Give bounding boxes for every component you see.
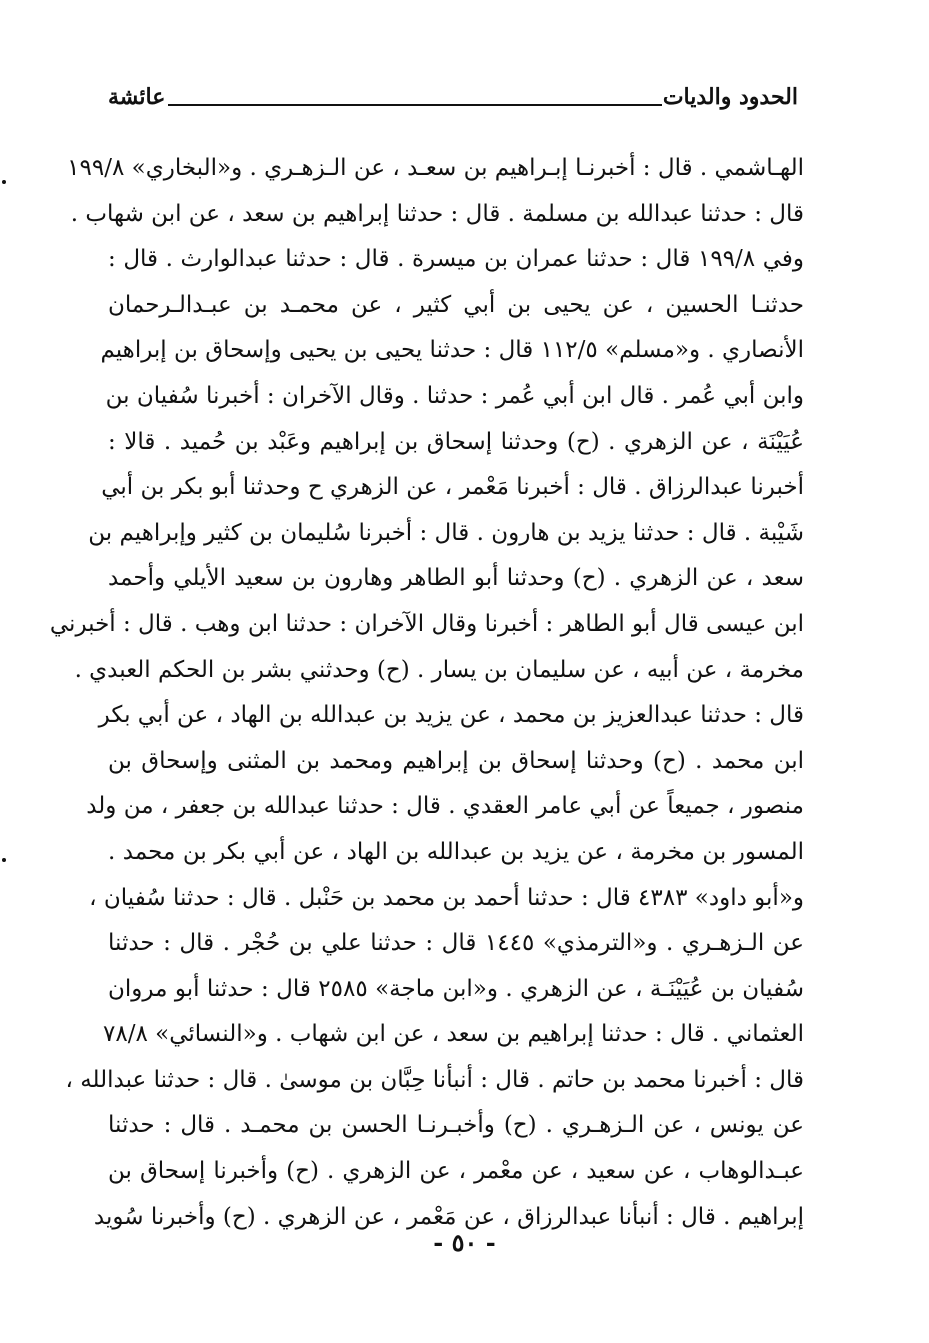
text-line: عُيَيْنَة ، عن الزهري . (ح) وحدثنا إسحاق بن إبراهيم وعَبْد بن حُميد . قالا :: [108, 428, 804, 455]
chapter-title: عائشة: [108, 84, 166, 110]
text-line: الأنصاري . و«مسلم» ١١٢/٥ قال : حدثنا يحيى بن يحيى وإسحاق بن إبراهيم: [100, 337, 804, 364]
text-line: وفي ١٩٩/٨ قال : حدثنا عمران بن ميسرة . قال : حدثنا عبدالوارث . قال :: [108, 246, 804, 273]
text-line: قال : حدثنا عبدالعزيز بن محمد ، عن يزيد بن عبدالله بن الهاد ، عن أبي بكر: [98, 702, 804, 729]
text-line: سعد ، عن الزهري . (ح) وحدثنا أبو الطاهر وهارون بن سعيد الأيلي وأحمد: [108, 565, 804, 592]
text-line: سُفيان بن عُيَيْنَـة ، عن الزهري . و«ابن ماجة» ٢٥٨٥ قال : حدثنا أبو مروان: [108, 975, 805, 1002]
text-line: شَيْبة . قال : حدثنا يزيد بن هارون . قال : أخبرنا سُليمان بن كثير وإبراهيم بن: [88, 519, 804, 546]
text-line: إبراهيم . قال : أنبأنا عبدالرزاق ، عن مَعْمر ، عن الزهري . (ح) وأخبرنا سُويد: [93, 1203, 804, 1230]
text-line: المسور بن مخرمة ، عن يزيد بن عبدالله بن الهاد ، عن أبي بكر بن محمد .: [108, 838, 804, 865]
text-line: الهـاشمي . قال : أخبرنـا إبـراهيم بن سعـد ، عن الـزهـري . و«البخاري» ١٩٩/٨: [67, 155, 804, 181]
text-line: ابن عيسى قال أبو الطاهر : أخبرنا وقال الآخران : حدثنا ابن وهب . قال : أخبرني: [49, 610, 804, 637]
text-line: عن يونس ، عن الـزهـري . (ح) وأخبـرنـا الحسن بن محمـد . قال : حدثنا: [108, 1112, 804, 1139]
book-title: الحدود والديات: [662, 84, 798, 110]
text-line: وابن أبي عُمر . قال ابن أبي عُمر : حدثنا . وقال الآخران : أخبرنا سُفيان بن: [105, 382, 804, 409]
text-line: عن الـزهـري . و«الترمذي» ١٤٤٥ قال : حدثنا علي بن حُجْر . قال : حدثنا: [108, 930, 804, 957]
text-line: أخبرنا عبدالرزاق . قال : أخبرنا مَعْمر ، عن الزهري ح وحدثنا أبو بكر بن أبي: [101, 474, 804, 501]
header-rule: [168, 104, 662, 106]
text-line: حدثنـا الحسين ، عن يحيى بن أبي كثير ، عن محمـد بن عبـدالـرحمان: [108, 291, 804, 318]
running-header: [108, 80, 798, 120]
text-line: منصور ، جميعاً عن أبي عامر العقدي . قال : حدثنا عبدالله بن جعفر ، من ولد: [86, 793, 804, 820]
body-text: [49, 146, 805, 1240]
text-line: عبـدالوهاب ، عن سعيد ، عن معْمر ، عن الزهري . (ح) وأخبرنا إسحاق بن: [108, 1158, 804, 1185]
text-line: ابن محمد . (ح) وحدثنا إسحاق بن إبراهيم ومحمد بن المثنى وإسحاق بن: [108, 747, 804, 774]
text-line: مخرمة ، عن أبيه ، عن سليمان بن يسار . (ح) وحدثني بشر بن الحكم العبدي .: [74, 656, 804, 683]
text-line: العثماني . قال : حدثنا إبراهيم بن سعد ، عن ابن شهاب . و«النسائي» ٧٨/٨: [103, 1021, 804, 1048]
text-line: و«أبو داود» ٤٣٨٣ قال : حدثنا أحمد بن محمد بن حَنْبل . قال : حدثنا سُفيان ،: [89, 884, 804, 911]
margin-mark: [2, 180, 6, 184]
text-line: قال : أخبرنا محمد بن حاتم . قال : أنبأنا حِبَّان بن موسىٰ . قال : حدثنا عبدالله ،: [65, 1066, 804, 1093]
margin-mark: [2, 858, 6, 862]
text-line: قال : حدثنا عبدالله بن مسلمة . قال : حدثنا إبراهيم بن سعد ، عن ابن شهاب .: [70, 200, 804, 227]
page-number: - ٥٠ -: [433, 1228, 496, 1257]
